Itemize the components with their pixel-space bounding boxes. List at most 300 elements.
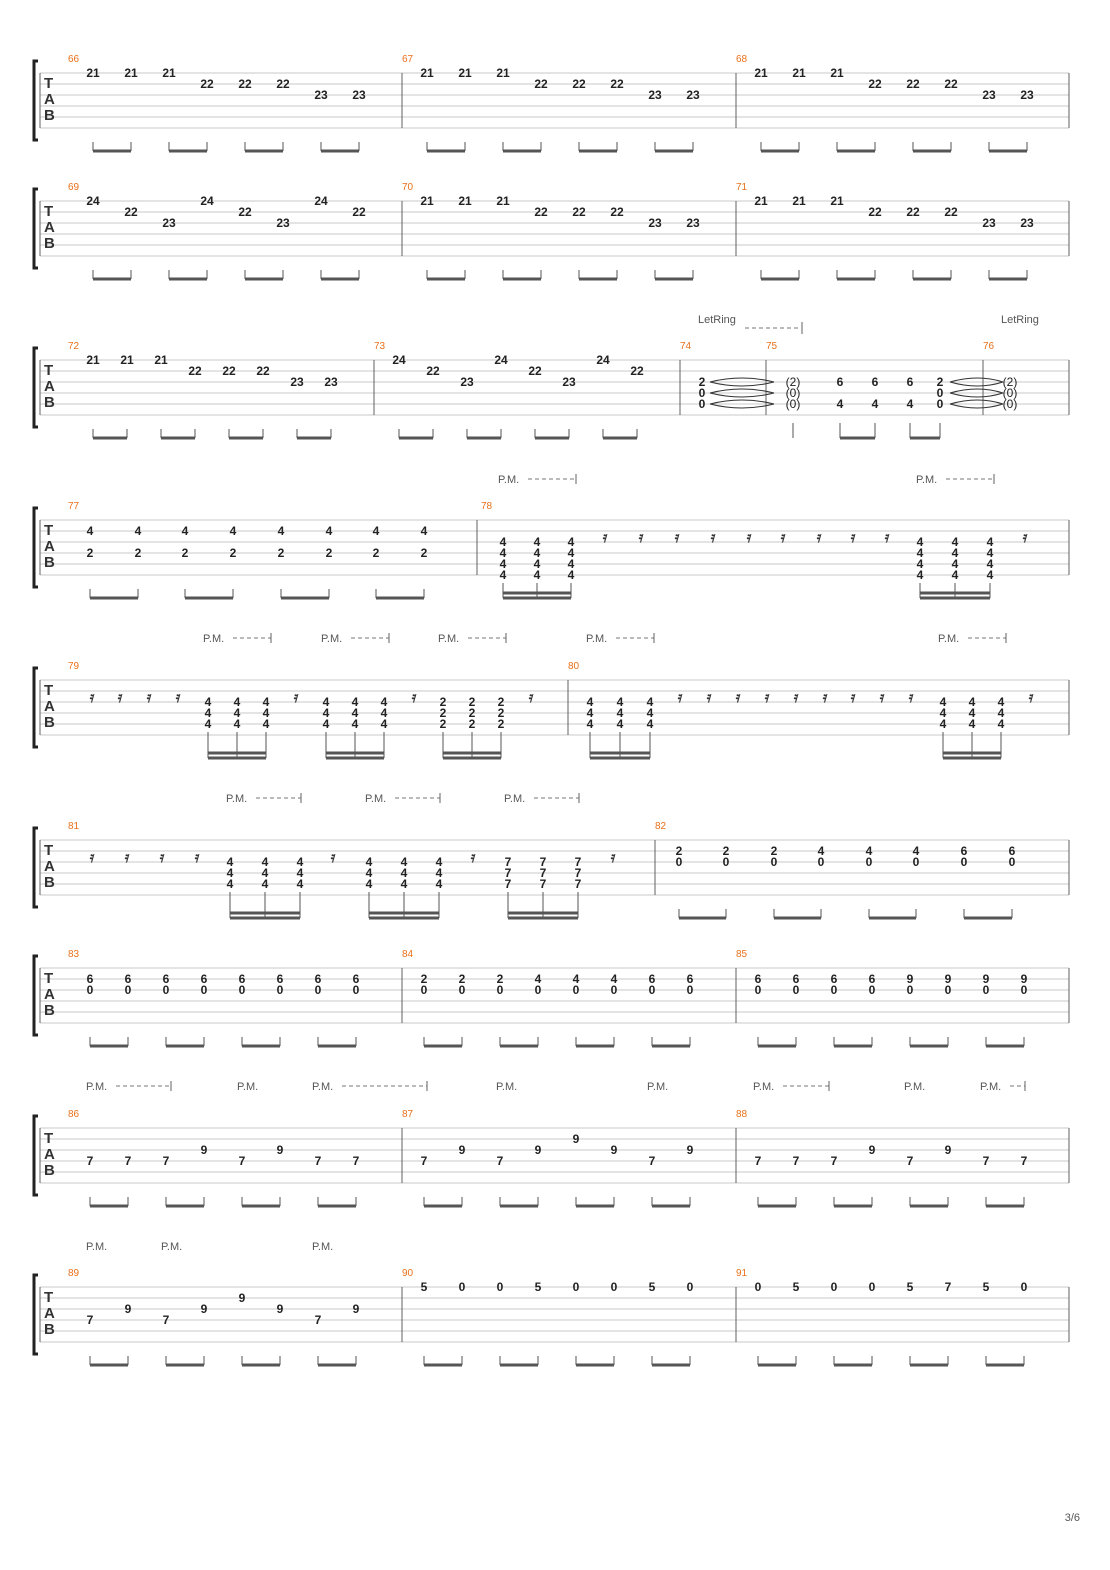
fret-number: 0	[610, 1280, 618, 1294]
fret-number: 7	[420, 1154, 428, 1168]
fret-number: 9	[944, 1143, 952, 1157]
fret-number: 6	[830, 972, 838, 986]
fret-number: 23	[648, 88, 662, 102]
fret-number: 0	[698, 386, 706, 400]
measure-number: 67	[402, 54, 414, 65]
fret-number: 23	[982, 88, 996, 102]
fret-number: 22	[868, 77, 882, 91]
fret-number: 9	[352, 1302, 360, 1316]
fret-number: 4	[233, 717, 241, 731]
fret-number: 6	[352, 972, 360, 986]
fret-number: 4	[380, 717, 388, 731]
fret-number: 7	[574, 877, 582, 891]
fret-number: 4	[435, 877, 443, 891]
fret-number: 2	[181, 546, 189, 560]
fret-number: 2	[420, 546, 428, 560]
system-bracket	[34, 1116, 38, 1195]
tab-clef-t: T	[44, 842, 54, 859]
fret-number: 24	[314, 194, 328, 208]
tab-clef-t: T	[44, 203, 54, 220]
fret-number: 2	[325, 546, 333, 560]
fret-number: 7	[238, 1154, 246, 1168]
fret-number: 4	[226, 855, 234, 869]
sixteenth-rest: 𝄿	[780, 528, 786, 546]
fret-number: 4	[646, 717, 654, 731]
fret-number: 21	[154, 353, 168, 367]
tab-clef-b: B	[44, 1002, 55, 1019]
fret-number: 6	[86, 972, 94, 986]
fret-number: 4	[939, 695, 947, 709]
tab-clef-a: A	[44, 858, 55, 875]
fret-number: 4	[296, 855, 304, 869]
fret-number: 4	[616, 695, 624, 709]
tab-clef-b: B	[44, 874, 55, 891]
fret-number: 4	[567, 568, 575, 582]
fret-number: 7	[504, 855, 512, 869]
measure-number: 75	[766, 341, 778, 352]
tab-clef-a: A	[44, 986, 55, 1003]
measure-number: 90	[402, 1268, 414, 1279]
fret-number: 4	[262, 695, 270, 709]
fret-number: 4	[916, 546, 924, 560]
fret-number: 0	[162, 983, 170, 997]
fret-number: 4	[226, 877, 234, 891]
fret-number: 6	[960, 844, 968, 858]
fret-number: 21	[830, 194, 844, 208]
fret-number: 4	[400, 877, 408, 891]
measure-number: 89	[68, 1268, 80, 1279]
fret-number: (0)	[1002, 397, 1018, 411]
fret-number: 4	[533, 557, 541, 571]
fret-number: 24	[596, 353, 610, 367]
fret-number: 7	[648, 1154, 656, 1168]
fret-number: 6	[906, 375, 914, 389]
measure-number: 74	[680, 341, 692, 352]
measure-number: 86	[68, 1109, 80, 1120]
fret-number: 0	[830, 1280, 838, 1294]
fret-number: 0	[944, 983, 952, 997]
fret-number: 7	[162, 1154, 170, 1168]
fret-number: 9	[276, 1302, 284, 1316]
fret-number: 0	[686, 1280, 694, 1294]
sixteenth-rest: 𝄿	[159, 848, 165, 866]
fret-number: 5	[792, 1280, 800, 1294]
fret-number: 0	[868, 983, 876, 997]
sixteenth-rest: 𝄿	[710, 528, 716, 546]
palm-mute-label: P.M.	[438, 633, 460, 645]
fret-number: 4	[499, 546, 507, 560]
fret-number: 22	[944, 205, 958, 219]
fret-number: 9	[610, 1143, 618, 1157]
sixteenth-rest: 𝄿	[528, 688, 534, 706]
fret-number: 0	[770, 855, 778, 869]
fret-number: 0	[817, 855, 825, 869]
fret-number: 2	[698, 375, 706, 389]
fret-number: 4	[351, 706, 359, 720]
fret-number: 4	[906, 397, 914, 411]
fret-number: 9	[276, 1143, 284, 1157]
fret-number: 4	[229, 524, 237, 538]
fret-number: 6	[124, 972, 132, 986]
fret-number: 9	[534, 1143, 542, 1157]
sixteenth-rest: 𝄿	[764, 688, 770, 706]
tab-clef-b: B	[44, 394, 55, 411]
palm-mute-label: P.M.	[365, 793, 387, 805]
fret-number: 7	[574, 866, 582, 880]
palm-mute-label: P.M.	[203, 633, 225, 645]
fret-number: 21	[792, 194, 806, 208]
fret-number: 6	[836, 375, 844, 389]
tie-arc	[950, 404, 1003, 408]
fret-number: 5	[420, 1280, 428, 1294]
page-number: 3/6	[1064, 1512, 1080, 1524]
fret-number: 4	[586, 706, 594, 720]
fret-number: 4	[916, 568, 924, 582]
fret-number: 7	[162, 1313, 170, 1327]
fret-number: 4	[951, 535, 959, 549]
fret-number: 21	[120, 353, 134, 367]
fret-number: 4	[435, 855, 443, 869]
fret-number: 0	[352, 983, 360, 997]
fret-number: 4	[351, 717, 359, 731]
tab-clef-t: T	[44, 1289, 54, 1306]
fret-number: 22	[124, 205, 138, 219]
fret-number: 4	[400, 866, 408, 880]
fret-number: 7	[906, 1154, 914, 1168]
fret-number: 4	[610, 972, 618, 986]
fret-number: 21	[162, 66, 176, 80]
sixteenth-rest: 𝄿	[706, 688, 712, 706]
fret-number: 4	[997, 706, 1005, 720]
fret-number: 4	[322, 706, 330, 720]
system-bracket	[34, 956, 38, 1035]
fret-number: 2	[722, 844, 730, 858]
fret-number: 0	[124, 983, 132, 997]
fret-number: 4	[420, 524, 428, 538]
fret-number: 0	[496, 983, 504, 997]
system-bracket	[34, 189, 38, 268]
fret-number: 4	[533, 568, 541, 582]
fret-number: 4	[968, 706, 976, 720]
palm-mute-label: P.M.	[586, 633, 608, 645]
fret-number: 9	[686, 1143, 694, 1157]
fret-number: 5	[648, 1280, 656, 1294]
fret-number: 23	[290, 375, 304, 389]
fret-number: 7	[830, 1154, 838, 1168]
fret-number: 4	[567, 546, 575, 560]
fret-number: 4	[380, 695, 388, 709]
fret-number: 0	[200, 983, 208, 997]
tab-clef-b: B	[44, 554, 55, 571]
sixteenth-rest: 𝄿	[816, 528, 822, 546]
fret-number: 21	[496, 194, 510, 208]
fret-number: 21	[792, 66, 806, 80]
fret-number: 22	[944, 77, 958, 91]
fret-number: 4	[296, 866, 304, 880]
fret-number: (2)	[785, 375, 801, 389]
fret-number: 0	[276, 983, 284, 997]
fret-number: 4	[322, 695, 330, 709]
fret-number: 4	[986, 535, 994, 549]
fret-number: 4	[262, 706, 270, 720]
fret-number: 9	[124, 1302, 132, 1316]
sixteenth-rest: 𝄿	[146, 688, 152, 706]
fret-number: 4	[351, 695, 359, 709]
fret-number: 22	[630, 364, 644, 378]
tab-clef-t: T	[44, 970, 54, 987]
fret-number: 4	[646, 695, 654, 709]
fret-number: 7	[352, 1154, 360, 1168]
fret-number: 0	[936, 397, 944, 411]
fret-number: 4	[572, 972, 580, 986]
fret-number: 22	[572, 77, 586, 91]
sixteenth-rest: 𝄿	[850, 528, 856, 546]
tab-clef-t: T	[44, 75, 54, 92]
fret-number: (0)	[785, 386, 801, 400]
palm-mute-label: P.M.	[86, 1241, 108, 1253]
measure-number: 70	[402, 182, 414, 193]
fret-number: 2	[439, 717, 447, 731]
fret-number: 24	[494, 353, 508, 367]
fret-number: 4	[325, 524, 333, 538]
sixteenth-rest: 𝄿	[89, 848, 95, 866]
measure-number: 66	[68, 54, 80, 65]
palm-mute-label: P.M.	[647, 1081, 669, 1093]
fret-number: 5	[534, 1280, 542, 1294]
fret-number: 2	[936, 375, 944, 389]
fret-number: 0	[1020, 1280, 1028, 1294]
fret-number: 22	[238, 205, 252, 219]
measure-number: 76	[983, 341, 995, 352]
tie-arc	[710, 382, 774, 386]
fret-number: 22	[238, 77, 252, 91]
fret-number: 4	[951, 546, 959, 560]
fret-number: 0	[686, 983, 694, 997]
fret-number: 0	[534, 983, 542, 997]
measure-number: 68	[736, 54, 748, 65]
fret-number: 21	[458, 66, 472, 80]
fret-number: 7	[539, 866, 547, 880]
fret-number: 4	[181, 524, 189, 538]
fret-number: 23	[162, 216, 176, 230]
fret-number: 4	[986, 568, 994, 582]
fret-number: 0	[698, 397, 706, 411]
sixteenth-rest: 𝄿	[117, 688, 123, 706]
fret-number: 4	[277, 524, 285, 538]
tab-clef-t: T	[44, 522, 54, 539]
fret-number: 4	[939, 706, 947, 720]
fret-number: 0	[420, 983, 428, 997]
fret-number: 7	[944, 1280, 952, 1294]
fret-number: 2	[497, 695, 505, 709]
fret-number: 7	[504, 877, 512, 891]
tab-clef-b: B	[44, 1162, 55, 1179]
measure-number: 79	[68, 661, 80, 672]
fret-number: 9	[200, 1143, 208, 1157]
fret-number: 4	[435, 866, 443, 880]
fret-number: 6	[1008, 844, 1016, 858]
fret-number: 0	[912, 855, 920, 869]
fret-number: 4	[499, 535, 507, 549]
fret-number: 7	[539, 877, 547, 891]
fret-number: 0	[1008, 855, 1016, 869]
fret-number: 0	[496, 1280, 504, 1294]
fret-number: 5	[982, 1280, 990, 1294]
sixteenth-rest: 𝄿	[677, 688, 683, 706]
fret-number: 9	[238, 1291, 246, 1305]
measure-number: 85	[736, 949, 748, 960]
fret-number: 21	[420, 66, 434, 80]
tab-clef-b: B	[44, 107, 55, 124]
fret-number: 4	[204, 706, 212, 720]
fret-number: 0	[458, 983, 466, 997]
palm-mute-label: P.M.	[86, 1081, 108, 1093]
fret-number: 23	[686, 88, 700, 102]
fret-number: 4	[616, 706, 624, 720]
fret-number: 21	[830, 66, 844, 80]
fret-number: 22	[426, 364, 440, 378]
measure-number: 73	[374, 341, 386, 352]
fret-number: 22	[256, 364, 270, 378]
fret-number: 4	[939, 717, 947, 731]
palm-mute-label: P.M.	[904, 1081, 926, 1093]
sixteenth-rest: 𝄿	[908, 688, 914, 706]
fret-number: (0)	[785, 397, 801, 411]
fret-number: 2	[420, 972, 428, 986]
fret-number: 4	[616, 717, 624, 731]
fret-number: 23	[276, 216, 290, 230]
sixteenth-rest: 𝄿	[610, 848, 616, 866]
fret-number: 0	[936, 386, 944, 400]
fret-number: 4	[586, 717, 594, 731]
sixteenth-rest: 𝄿	[124, 848, 130, 866]
fret-number: 0	[1020, 983, 1028, 997]
tab-clef-b: B	[44, 235, 55, 252]
palm-mute-label: P.M.	[980, 1081, 1002, 1093]
tie-arc	[710, 389, 774, 393]
fret-number: 22	[610, 77, 624, 91]
fret-number: 7	[574, 855, 582, 869]
fret-number: 23	[982, 216, 996, 230]
system-bracket	[34, 348, 38, 427]
fret-number: 7	[754, 1154, 762, 1168]
fret-number: 2	[372, 546, 380, 560]
tab-clef-a: A	[44, 378, 55, 395]
fret-number: 4	[836, 397, 844, 411]
fret-number: 2	[675, 844, 683, 858]
palm-mute-label: P.M.	[312, 1081, 334, 1093]
fret-number: 9	[982, 972, 990, 986]
palm-mute-label: P.M.	[226, 793, 248, 805]
sixteenth-rest: 𝄿	[822, 688, 828, 706]
fret-number: 2	[468, 695, 476, 709]
fret-number: 22	[610, 205, 624, 219]
fret-number: 7	[504, 866, 512, 880]
fret-number: 4	[372, 524, 380, 538]
system-bracket	[34, 508, 38, 587]
tab-clef-a: A	[44, 698, 55, 715]
measure-number: 87	[402, 1109, 414, 1120]
fret-number: 4	[380, 706, 388, 720]
fret-number: 4	[986, 546, 994, 560]
fret-number: 4	[134, 524, 142, 538]
measure-number: 81	[68, 821, 80, 832]
fret-number: 2	[497, 717, 505, 731]
fret-number: 7	[86, 1154, 94, 1168]
fret-number: 22	[188, 364, 202, 378]
fret-number: 2	[277, 546, 285, 560]
fret-number: 6	[276, 972, 284, 986]
sixteenth-rest: 𝄿	[638, 528, 644, 546]
fret-number: 0	[722, 855, 730, 869]
fret-number: 6	[686, 972, 694, 986]
fret-number: 0	[572, 983, 580, 997]
fret-number: 23	[324, 375, 338, 389]
measure-number: 91	[736, 1268, 748, 1279]
fret-number: 22	[276, 77, 290, 91]
fret-number: 6	[648, 972, 656, 986]
fret-number: 23	[352, 88, 366, 102]
fret-number: 4	[817, 844, 825, 858]
fret-number: 6	[754, 972, 762, 986]
measure-number: 71	[736, 182, 748, 193]
fret-number: 2	[86, 546, 94, 560]
measure-number: 78	[481, 501, 493, 512]
sixteenth-rest: 𝄿	[735, 688, 741, 706]
palm-mute-label: P.M.	[312, 1241, 334, 1253]
palm-mute-label: P.M.	[916, 474, 938, 486]
fret-number: 4	[534, 972, 542, 986]
fret-number: 9	[1020, 972, 1028, 986]
fret-number: 4	[204, 717, 212, 731]
fret-number: 0	[458, 1280, 466, 1294]
fret-number: 0	[754, 983, 762, 997]
fret-number: 4	[233, 706, 241, 720]
fret-number: 9	[906, 972, 914, 986]
fret-number: 22	[868, 205, 882, 219]
fret-number: 6	[792, 972, 800, 986]
fret-number: 21	[458, 194, 472, 208]
fret-number: 0	[675, 855, 683, 869]
tab-clef-b: B	[44, 1321, 55, 1338]
fret-number: 4	[968, 717, 976, 731]
sixteenth-rest: 𝄿	[330, 848, 336, 866]
fret-number: 7	[314, 1313, 322, 1327]
fret-number: 24	[86, 194, 100, 208]
fret-number: 4	[86, 524, 94, 538]
tie-arc	[710, 378, 774, 382]
tab-clef-a: A	[44, 538, 55, 555]
fret-number: 4	[365, 866, 373, 880]
sixteenth-rest: 𝄿	[411, 688, 417, 706]
tie-arc	[950, 378, 1003, 382]
fret-number: 21	[420, 194, 434, 208]
fret-number: 2	[497, 706, 505, 720]
fret-number: 21	[86, 353, 100, 367]
fret-number: 2	[439, 695, 447, 709]
fret-number: 23	[314, 88, 328, 102]
fret-number: 2	[134, 546, 142, 560]
fret-number: 4	[871, 397, 879, 411]
palm-mute-label: P.M.	[504, 793, 526, 805]
let-ring-label: LetRing	[698, 314, 736, 326]
fret-number: 22	[200, 77, 214, 91]
tab-clef-a: A	[44, 1305, 55, 1322]
fret-number: 0	[830, 983, 838, 997]
fret-number: (2)	[1002, 375, 1018, 389]
fret-number: 6	[314, 972, 322, 986]
fret-number: 4	[226, 866, 234, 880]
